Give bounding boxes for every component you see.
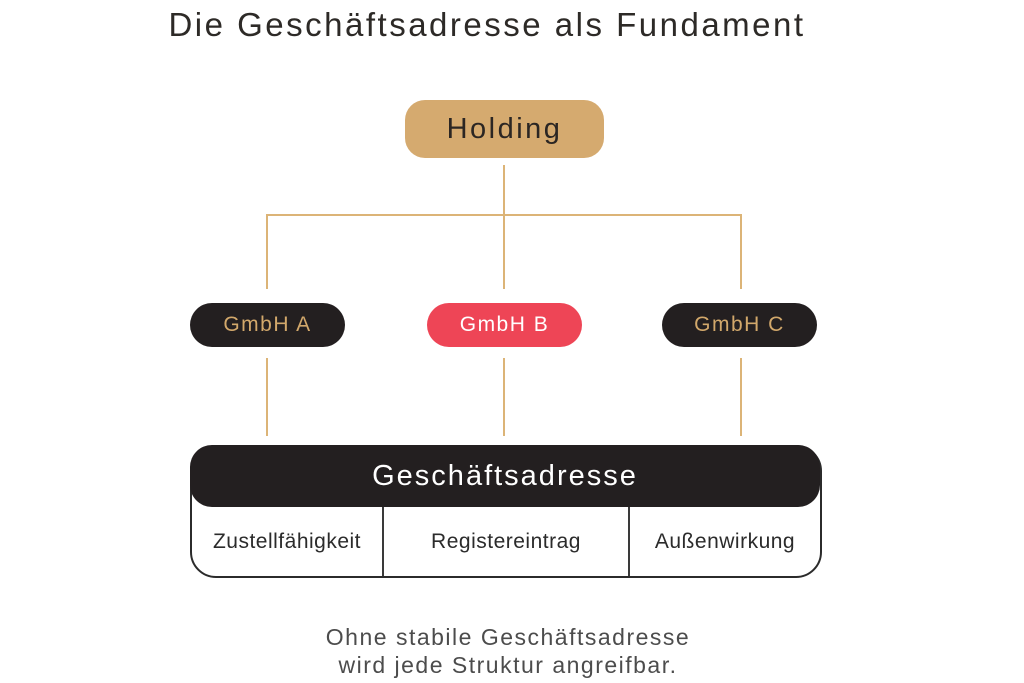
foundation-header xyxy=(190,445,820,507)
connector-crossbar xyxy=(266,214,742,216)
node-gmbh-a xyxy=(190,303,345,347)
page-title: Die Geschäftsadresse als Fundament xyxy=(168,6,806,43)
footer-caption-line1: Ohne stabile Geschäftsadresse xyxy=(325,624,691,650)
foundation-cell-aussenwirkung: Außenwirkung xyxy=(654,529,796,553)
connector-gmbh-c-to-base xyxy=(740,358,742,436)
connector-gmbh-a-to-base xyxy=(266,358,268,436)
node-gmbh-a-label: GmbH A xyxy=(223,313,312,336)
footer-caption-line2: wird jede Struktur angreifbar. xyxy=(338,652,678,678)
foundation-cell-registereintrag: Registereintrag xyxy=(382,507,630,576)
node-gmbh-c xyxy=(662,303,817,347)
foundation-title: Geschäftsadresse xyxy=(372,459,638,492)
connector-gmbh-b-to-base xyxy=(503,358,505,436)
connector-drop-gmbh-a xyxy=(266,214,268,289)
connector-root-vertical xyxy=(503,165,505,289)
foundation-cells xyxy=(192,507,820,576)
node-gmbh-b-label: GmbH B xyxy=(459,313,550,336)
footer-caption xyxy=(326,623,690,679)
foundation-cell-zustellfaehigkeit: Zustellfähigkeit xyxy=(212,529,362,553)
node-gmbh-c-label: GmbH C xyxy=(694,313,785,336)
node-holding xyxy=(405,100,604,158)
node-gmbh-b xyxy=(427,303,582,347)
connector-drop-gmbh-c xyxy=(740,214,742,289)
node-holding-label: Holding xyxy=(446,112,563,145)
foundation-box xyxy=(190,445,822,578)
